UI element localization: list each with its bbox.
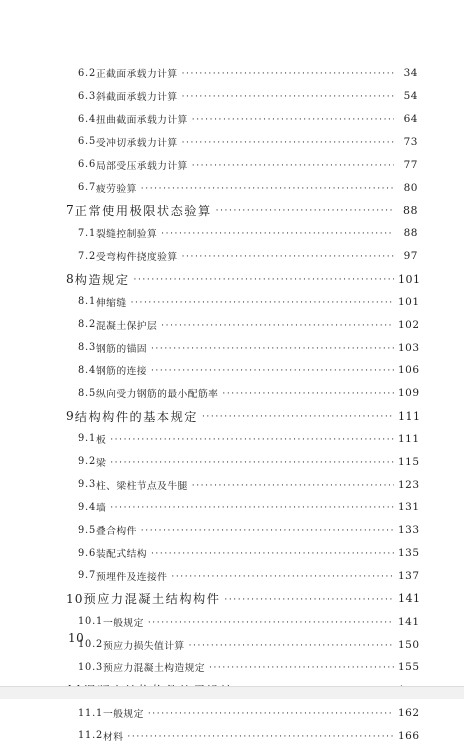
dot-leader xyxy=(189,641,394,651)
toc-section-entry xyxy=(0,313,464,336)
dot-leader xyxy=(192,161,394,171)
toc-entry-title: 梁 xyxy=(95,457,107,469)
toc-entry-page: 111 xyxy=(398,409,421,423)
toc-section-entry xyxy=(0,519,464,542)
toc-entry-title: 板 xyxy=(95,434,107,446)
toc-entry-title: 预埋件及连接件 xyxy=(95,571,168,583)
toc-section-entry xyxy=(0,428,464,451)
toc-entry-page: 150 xyxy=(398,638,420,651)
toc-chapter-entry xyxy=(0,587,464,610)
toc-entry-number: 6.3 xyxy=(78,90,96,102)
dot-leader xyxy=(209,663,394,673)
toc-section-entry xyxy=(0,382,464,405)
toc-section-entry xyxy=(0,702,464,725)
toc-section-entry xyxy=(0,131,464,154)
toc-entry-page: 166 xyxy=(398,729,420,742)
dot-leader xyxy=(171,572,394,582)
toc-entry-title: 预应力混凝土结构构件 xyxy=(83,592,221,607)
toc-entry-number: 8.1 xyxy=(78,296,96,308)
toc-entry-number: 7 xyxy=(66,203,75,218)
toc-section-entry xyxy=(0,724,464,747)
toc-entry-number: 9.2 xyxy=(78,456,96,468)
toc-entry-page: 123 xyxy=(398,478,420,491)
toc-section-entry xyxy=(0,153,464,176)
dot-leader xyxy=(202,412,394,422)
toc-entry-title: 局部受压承载力计算 xyxy=(95,160,188,172)
toc-section-entry xyxy=(0,290,464,313)
toc-entry-page: 97 xyxy=(403,250,418,263)
toc-entry-title: 装配式结构 xyxy=(95,549,147,561)
toc-entry-page: 115 xyxy=(398,455,420,468)
toc-entry-number: 9.1 xyxy=(78,433,96,445)
toc-section-entry xyxy=(0,565,464,588)
dot-leader xyxy=(151,549,394,559)
toc-entry-title: 构造规定 xyxy=(74,272,130,287)
toc-entry-title: 受弯构件挠度验算 xyxy=(95,252,178,264)
toc-entry-page: 141 xyxy=(398,592,421,606)
toc-entry-title: 扭曲截面承载力计算 xyxy=(95,115,188,127)
toc-entry-title: 正常使用极限状态验算 xyxy=(74,203,212,218)
toc-entry-number: 8.4 xyxy=(78,364,96,376)
dot-leader xyxy=(151,344,394,354)
dot-leader xyxy=(182,138,394,148)
toc-entry-page: 131 xyxy=(398,501,420,514)
toc-entry-number: 6.2 xyxy=(78,67,96,79)
toc-entry-number: 6.4 xyxy=(78,113,96,125)
toc-entry-page: 77 xyxy=(403,158,418,171)
dot-leader xyxy=(182,92,394,102)
toc-section-entry xyxy=(0,108,464,131)
dot-leader xyxy=(110,435,394,445)
toc-entry-number: 7.2 xyxy=(78,250,96,262)
toc-entry-title: 裂缝控制验算 xyxy=(95,229,158,241)
toc-entry-number: 11.2 xyxy=(78,730,104,742)
toc-entry-number: 11.1 xyxy=(78,707,104,719)
toc-entry-number: 8.2 xyxy=(78,319,96,331)
toc-entry-title: 一般规定 xyxy=(103,617,144,629)
toc-entry-page: 141 xyxy=(398,615,420,628)
toc-entry-title: 钢筋的连接 xyxy=(95,366,147,378)
toc-section-entry xyxy=(0,610,464,633)
toc-entry-number: 9.3 xyxy=(78,479,96,491)
dot-leader xyxy=(148,709,394,719)
dot-leader xyxy=(148,618,394,628)
toc-entry-number: 9.6 xyxy=(78,547,96,559)
toc-entry-number: 10.1 xyxy=(78,616,104,628)
toc-entry-page: 80 xyxy=(403,181,418,194)
toc-section-entry xyxy=(0,473,464,496)
toc-entry-title: 预应力混凝土构造规定 xyxy=(103,663,205,675)
toc-entry-title: 材料 xyxy=(103,731,124,743)
dot-leader xyxy=(110,503,394,513)
toc-section-entry xyxy=(0,450,464,473)
toc-entry-page: 88 xyxy=(403,203,418,217)
toc-section-entry xyxy=(0,542,464,565)
toc-entry-title: 柱、梁柱节点及牛腿 xyxy=(95,480,188,492)
toc-chapter-entry xyxy=(0,268,464,291)
toc-entry-page: 73 xyxy=(403,135,418,148)
dot-leader xyxy=(110,458,394,468)
page-bottom-edge xyxy=(0,686,464,699)
dot-leader xyxy=(182,69,394,79)
toc-section-entry xyxy=(0,656,464,679)
toc-entry-page: 101 xyxy=(398,272,421,286)
toc-entry-title: 结构构件的基本规定 xyxy=(74,409,198,424)
toc-entry-page: 54 xyxy=(403,90,418,103)
toc-entry-number: 10.2 xyxy=(78,639,104,651)
toc-entry-title: 墙 xyxy=(95,503,107,515)
toc-section-entry xyxy=(0,496,464,519)
toc-entry-number: 10.3 xyxy=(78,661,104,673)
toc-section-entry xyxy=(0,176,464,199)
toc-entry-title: 混凝土保护层 xyxy=(95,320,158,332)
toc-entry-page: 106 xyxy=(398,364,420,377)
dot-leader xyxy=(192,115,394,125)
toc-entry-title: 受冲切承载力计算 xyxy=(95,137,178,149)
toc-entry-number: 9 xyxy=(66,409,75,424)
dot-leader xyxy=(224,595,394,605)
toc-entry-page: 109 xyxy=(398,387,420,400)
dot-leader xyxy=(151,366,394,376)
toc-entry-number: 9.5 xyxy=(78,524,96,536)
dot-leader xyxy=(134,275,394,285)
toc-section-entry xyxy=(0,85,464,108)
toc-entry-page: 102 xyxy=(398,318,420,331)
toc-entry-page: 101 xyxy=(398,295,420,308)
dot-leader xyxy=(161,229,394,239)
toc-entry-number: 6.5 xyxy=(78,136,96,148)
toc-chapter-entry xyxy=(0,199,464,222)
toc-entry-title: 一般规定 xyxy=(103,709,144,721)
dot-leader xyxy=(192,481,394,491)
toc-chapter-entry xyxy=(0,405,464,428)
dot-leader xyxy=(141,526,394,536)
dot-leader xyxy=(131,298,394,308)
toc-entry-title: 斜截面承载力计算 xyxy=(95,92,178,104)
toc-entry-title: 钢筋的锚固 xyxy=(95,343,147,355)
toc-entry-title: 预应力损失值计算 xyxy=(103,640,185,652)
toc-entry-title: 伸缩缝 xyxy=(95,297,127,309)
toc-entry-number: 9.7 xyxy=(78,570,96,582)
toc-section-entry xyxy=(0,245,464,268)
toc-section-entry xyxy=(0,336,464,359)
toc-entry-page: 135 xyxy=(398,547,420,560)
toc-entry-title: 纵向受力钢筋的最小配筋率 xyxy=(95,389,219,401)
dot-leader xyxy=(141,184,394,194)
dot-leader xyxy=(161,321,394,331)
toc-section-entry xyxy=(0,222,464,245)
dot-leader xyxy=(182,252,394,262)
page-number: 10 xyxy=(68,631,85,645)
toc-entry-number: 8.3 xyxy=(78,342,96,354)
toc-entry-page: 88 xyxy=(403,227,418,240)
toc-entry-number: 9.4 xyxy=(78,501,96,513)
toc-entry-page: 137 xyxy=(398,569,420,582)
toc-entry-number: 7.1 xyxy=(78,227,96,239)
toc-entry-number: 6.6 xyxy=(78,159,96,171)
toc-entry-number: 6.7 xyxy=(78,182,96,194)
toc-entry-title: 叠合构件 xyxy=(95,526,137,538)
dot-leader xyxy=(222,389,394,399)
dot-leader xyxy=(127,732,394,742)
toc-entry-page: 111 xyxy=(398,432,420,445)
toc-entry-page: 103 xyxy=(398,341,420,354)
toc-entry-page: 155 xyxy=(398,661,420,674)
toc-entry-page: 133 xyxy=(398,524,420,537)
toc-entry-page: 162 xyxy=(398,707,420,720)
toc-entry-number: 10 xyxy=(66,591,84,606)
toc-entry-number: 8 xyxy=(66,272,75,287)
toc-entry-page: 34 xyxy=(403,67,418,80)
toc-section-entry xyxy=(0,359,464,382)
toc-entry-page: 64 xyxy=(403,113,418,126)
toc-entry-title: 疲劳验算 xyxy=(95,183,137,195)
toc-entry-number: 8.5 xyxy=(78,387,96,399)
dot-leader xyxy=(216,206,394,216)
toc-entry-title: 正截面承载力计算 xyxy=(95,69,178,81)
toc-section-entry xyxy=(0,62,464,85)
